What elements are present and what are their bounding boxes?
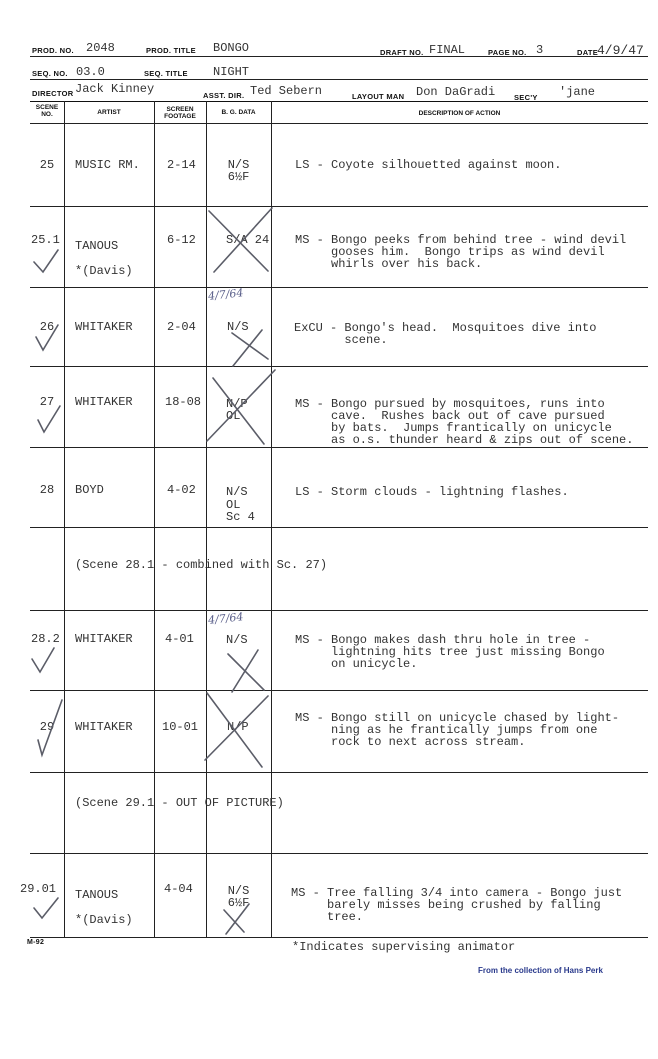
table-bottom-border <box>30 937 648 938</box>
scene-number: 25 <box>39 158 55 172</box>
director: Jack Kinney <box>75 82 155 96</box>
row-divider <box>30 447 648 448</box>
divider <box>30 56 648 57</box>
col-header-scene: SCENE NO. <box>35 104 59 118</box>
row-divider <box>30 206 648 207</box>
layout-man-label: LAYOUT MAN <box>352 92 405 101</box>
seq-no: 03.0 <box>76 65 105 79</box>
secy: 'jane <box>559 85 596 99</box>
draft-no: FINAL <box>429 43 466 57</box>
footage: 6-12 <box>167 233 196 247</box>
checkmark <box>34 250 58 272</box>
bg-data: N/P OL <box>226 397 248 423</box>
bg-data: N/S <box>227 320 249 334</box>
col-header-description: DESCRIPTION OF ACTION <box>418 110 501 117</box>
footage: 4-04 <box>164 882 193 896</box>
cross-mark <box>232 330 268 366</box>
scene-number: 29 <box>39 720 55 734</box>
footnote: *Indicates supervising animator <box>292 940 516 954</box>
date-value: 4/9/47 <box>597 43 644 58</box>
footage: 18-08 <box>165 395 202 409</box>
asst-dir: Ted Sebern <box>250 84 323 98</box>
artist: TANOUS *(Davis) <box>75 239 133 278</box>
bg-data: N/S OL Sc 4 <box>226 485 255 524</box>
row-divider <box>30 287 648 288</box>
asst-dir-label: ASST. DIR. <box>203 91 245 100</box>
handwritten-date: 4/7/64 <box>207 286 244 303</box>
artist: WHITAKER <box>75 320 133 334</box>
page-no-label: PAGE NO. <box>488 48 527 57</box>
description: LS - Coyote silhouetted against moon. <box>295 158 562 172</box>
artist: MUSIC RM. <box>75 158 140 172</box>
col-header-artist: ARTIST <box>97 109 121 116</box>
footage: 2-14 <box>167 158 196 172</box>
bg-data: N/P <box>227 720 249 734</box>
page-no: 3 <box>536 43 544 57</box>
bg-data: S/A 24 <box>226 233 270 247</box>
seq-no-label: SEQ. NO. <box>32 69 68 78</box>
handwritten-date: 4/7/64 <box>207 610 244 627</box>
row-divider <box>30 690 648 691</box>
seq-title-label: SEQ. TITLE <box>144 69 188 78</box>
col-divider <box>206 101 207 937</box>
row-divider <box>30 853 648 854</box>
description: MS - Tree falling 3/4 into camera - Bongo just barely misses being crushed by falling tree. <box>291 886 623 924</box>
col-divider <box>64 101 65 937</box>
scene-number: 28 <box>39 483 55 497</box>
scene-number: 26 <box>39 320 55 334</box>
description: ExCU - Bongo's head. Mosquitoes dive into scene. <box>294 321 597 347</box>
col-divider <box>154 101 155 937</box>
table-header-bottom <box>30 123 648 124</box>
description: MS - Bongo pursued by mosquitoes, runs into cave. Rushes back out of cave pursued by bats. Jumps frantically on unicycle as o.s. thunder heard & zips out of scene. <box>295 397 634 447</box>
footage: 4-01 <box>165 632 194 646</box>
description: MS - Bongo peeks from behind tree - wind devil gooses him. Bongo trips as wind devil whirls over his back. <box>295 233 627 271</box>
artist: WHITAKER <box>75 395 133 409</box>
col-divider <box>271 101 272 937</box>
director-label: DIRECTOR <box>32 89 74 98</box>
scene-number: 28.2 <box>31 632 60 646</box>
bg-data: N/S 6½F <box>227 158 250 184</box>
col-header-bg: B. G. DATA <box>221 109 256 116</box>
cross-mark <box>228 650 264 692</box>
divider <box>30 79 648 80</box>
description: MS - Bongo still on unicycle chased by light- ning as he frantically jumps from one rock to next across stream. <box>295 711 620 749</box>
row-divider <box>30 366 648 367</box>
scene-number: 27 <box>39 395 55 409</box>
bg-data: N/S 6½F <box>227 884 250 910</box>
row-divider <box>30 772 648 773</box>
prod-title: BONGO <box>213 41 250 55</box>
prod-no: 2048 <box>86 41 115 55</box>
scene-note-combined: (Scene 28.1 - combined with Sc. 27) <box>75 558 328 572</box>
scene-note-out-of-picture: (Scene 29.1 - OUT OF PICTURE) <box>75 796 284 810</box>
row-divider <box>30 527 648 528</box>
footage: 2-04 <box>167 320 196 334</box>
artist: WHITAKER <box>75 632 133 646</box>
seq-title: NIGHT <box>213 65 250 79</box>
footage: 10-01 <box>162 720 199 734</box>
form-number: M-92 <box>27 939 45 946</box>
checkmark <box>32 648 54 672</box>
footage: 4-02 <box>167 483 196 497</box>
secy-label: SEC'Y <box>514 93 538 102</box>
col-header-footage: SCREEN FOOTAGE <box>164 106 196 120</box>
checkmark <box>34 898 58 918</box>
scene-number: 29.01 <box>20 882 57 896</box>
prod-no-label: PROD. NO. <box>32 46 74 55</box>
artist: BOYD <box>75 483 104 497</box>
scene-number: 25.1 <box>31 233 60 247</box>
checkmark <box>38 406 60 432</box>
prod-title-label: PROD. TITLE <box>146 46 196 55</box>
layout-man: Don DaGradi <box>416 85 496 99</box>
row-divider <box>30 610 648 611</box>
draft-no-label: DRAFT NO. <box>380 48 424 57</box>
collection-credit: From the collection of Hans Perk <box>478 966 603 975</box>
table-top-border <box>30 101 648 102</box>
date-label: DATE <box>577 48 599 57</box>
artist: TANOUS *(Davis) <box>75 888 133 927</box>
bg-data: N/S <box>226 633 248 647</box>
description: MS - Bongo makes dash thru hole in tree - lightning hits tree just missing Bongo on unicycle. <box>295 633 605 671</box>
artist: WHITAKER <box>75 720 133 734</box>
description: LS - Storm clouds - lightning flashes. <box>295 485 569 499</box>
